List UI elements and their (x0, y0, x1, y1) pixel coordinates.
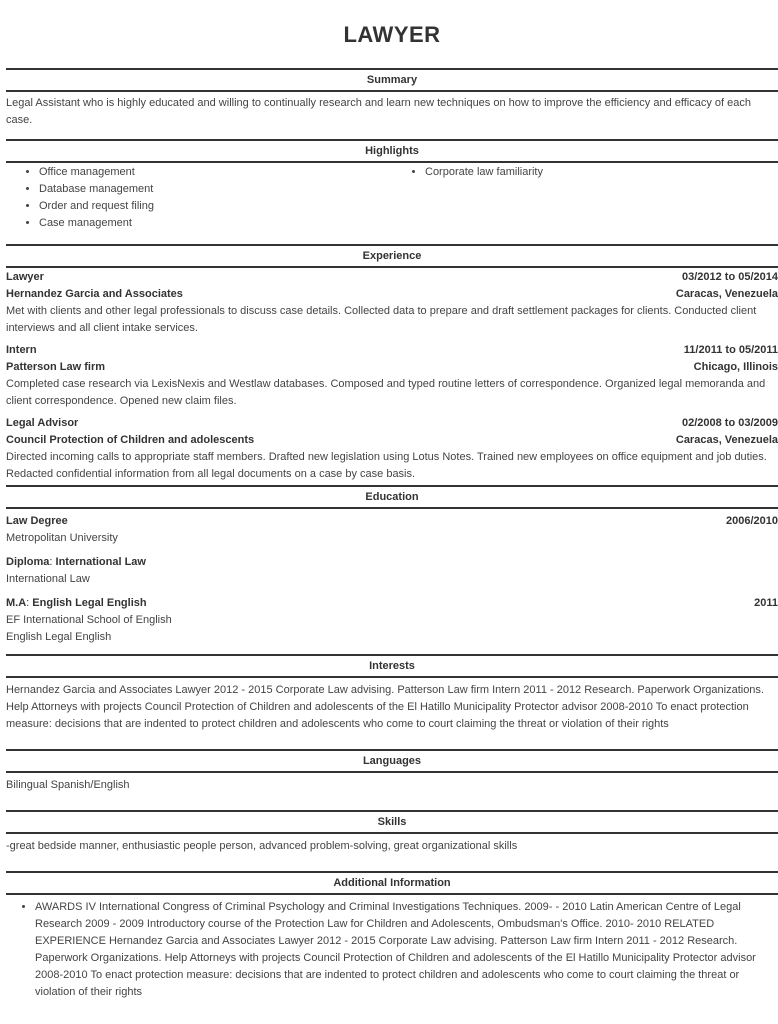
experience-heading: Experience (6, 244, 778, 268)
resume-page (6, 0, 778, 1001)
education-entry: Diploma: International Law International Law (6, 554, 778, 588)
job-entry (6, 415, 778, 483)
school: EF International School of English (6, 614, 172, 626)
education-detail: English Legal English (6, 631, 112, 643)
job-title: Intern (6, 344, 37, 356)
education-date: 2011 (754, 597, 778, 609)
additional-list (6, 895, 778, 1001)
job-company: Patterson Law firm (6, 361, 106, 373)
experience-list (6, 268, 778, 485)
school: International Law (6, 573, 90, 585)
degree: Law Degree (6, 515, 68, 527)
interests-text: Hernandez Garcia and Associates Lawyer 2012 - 2015 Corporate Law advising. Patterson Law firm Intern 2011 - 2012 Research. Paperwork Organizations. Help Attorneys with projects Council Protection of Children and adolescents of the El Hatillo Municipality Protector advisor 2008-2010 To enact protection measure: decisions that are indented to protect children and adolescents who come to court claiming the threat or violation of their rights (6, 684, 764, 730)
job-title: Legal Advisor (6, 417, 79, 429)
highlights-list (6, 163, 778, 244)
highlights-heading: Highlights (6, 139, 778, 163)
job-title: Lawyer (6, 271, 44, 283)
job-location: Caracas, Venezuela (675, 434, 778, 446)
job-entry (6, 269, 778, 337)
job-company: Hernandez Garcia and Associates (6, 288, 183, 300)
degree: M.A (6, 597, 27, 609)
skills-heading: Skills (6, 810, 778, 834)
job-location: Caracas, Venezuela (675, 288, 778, 300)
job-dates: 02/2008 to 03/2009 (681, 417, 778, 429)
interests-heading: Interests (6, 654, 778, 678)
field: International Law (55, 556, 146, 568)
resume-title: LAWYER (343, 22, 441, 47)
job-description: Completed case research via LexisNexis and Westlaw databases. Composed and typed routine letters of correspondence. Organized legal memoranda and client correspondence. Opened new claim files. (6, 378, 766, 407)
summary-text: Legal Assistant who is highly educated and willing to continually research and learn new techniques on how to improve the efficiency and efficacy of each case. (6, 97, 751, 126)
highlight-item: • Office management (39, 164, 392, 181)
languages-text: Bilingual Spanish/English (6, 779, 130, 791)
highlight-item: • Corporate law familiarity (425, 164, 778, 181)
job-description: Directed incoming calls to appropriate staff members. Drafted new legislation using Lotus Notes. Trained new employees on office equipment and job duties. Redacted confidential information from all legal documents on a case by case basis. (6, 451, 767, 480)
education-entry (6, 513, 778, 547)
job-dates: 11/2011 to 05/2011 (683, 344, 778, 356)
languages-heading: Languages (6, 749, 778, 773)
degree: Diploma (6, 556, 50, 568)
skills-text: -great bedside manner, enthusiastic people person, advanced problem-solving, great organizational skills (6, 840, 518, 852)
additional-item: • AWARDS IV International Congress of Criminal Psychology and Criminal Investigations Techniques. 2009- - 2010 Latin American Centre of Legal Research 2009 - 2009 Introductory course of the Protection Law for Children and Adolescents, Ombudsman's Office. 2010- 2010 RELATED EXPERIENCE Hernandez Garcia and Associates Lawyer 2012 - 2015 Corporate Law advising. Patterson Law firm Intern 2011 - 2012 Research. Paperwork Organizations. Help Attorneys with projects Council Protection of Children and adolescents of the El Hatillo Municipality Protector advisor 2008-2010 To enact protection measure: decisions that are indented to protect children and adolescents who come to court claiming the threat or violation of their rights (35, 899, 778, 1001)
education-date: 2006/2010 (726, 515, 778, 527)
field: English Legal English (32, 597, 147, 609)
job-location: Chicago, Illinois (693, 361, 778, 373)
education-list (6, 509, 778, 654)
job-entry (6, 342, 778, 410)
highlight-item: • Order and request filing (39, 198, 392, 215)
highlight-item: • Case management (39, 215, 392, 232)
summary-heading: Summary (6, 68, 778, 92)
education-entry: M.A: English Legal English 2011 EF International School of English English Legal English (6, 595, 778, 646)
additional-heading: Additional Information (6, 871, 778, 895)
highlight-item: • Database management (39, 181, 392, 198)
school: Metropolitan University (6, 532, 118, 544)
education-heading: Education (6, 485, 778, 509)
job-dates: 03/2012 to 05/2014 (681, 271, 778, 283)
job-description: Met with clients and other legal professionals to discuss case details. Collected data to prepare and draft settlement packages for clients. Conducted client interviews and all client intake services. (6, 305, 757, 334)
job-company: Council Protection of Children and adolescents (6, 434, 255, 446)
